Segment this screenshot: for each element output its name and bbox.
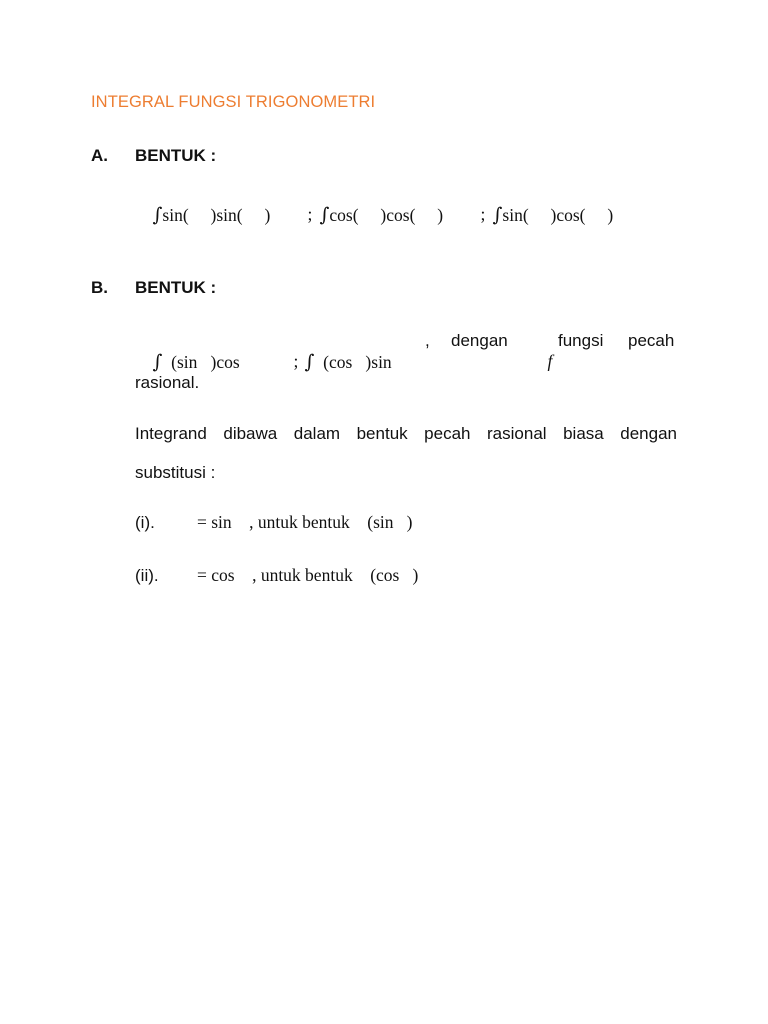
section-a-formula bbox=[135, 183, 270, 247]
integral-sign: ∫ bbox=[152, 351, 163, 373]
section-b-formula-2 bbox=[287, 330, 392, 394]
section-a-formula-2 bbox=[302, 183, 443, 247]
paragraph-line-2: substitusi : bbox=[135, 463, 216, 482]
integral-sign: ∫ bbox=[319, 204, 330, 226]
section-b-heading: BENTUK : bbox=[135, 278, 217, 297]
integral-sign: ∫ bbox=[152, 204, 163, 226]
item-i-expr: = sin , untuk bentuk (sin ) bbox=[197, 512, 413, 532]
section-a-heading: BENTUK : bbox=[135, 146, 217, 165]
separator: ; bbox=[480, 204, 486, 224]
word-pecah: pecah bbox=[628, 331, 675, 350]
rasional-text: rasional. bbox=[135, 373, 200, 392]
separator: ; bbox=[307, 204, 313, 224]
integral-sign: ∫ bbox=[492, 204, 503, 226]
word-fungsi: fungsi bbox=[558, 331, 604, 350]
section-b-letter: B. bbox=[91, 278, 108, 297]
formula-term-1: sin( )sin( ) bbox=[162, 205, 271, 225]
section-a-letter: A. bbox=[91, 146, 108, 165]
formula-term-1: (sin )cos bbox=[171, 352, 240, 372]
integral-sign: ∫ bbox=[304, 351, 315, 373]
document-title: INTEGRAL FUNGSI TRIGONOMETRI bbox=[91, 93, 376, 111]
formula-term-2: cos( )cos( ) bbox=[329, 205, 444, 225]
item-ii-label: (ii). bbox=[135, 566, 159, 585]
comma: , bbox=[425, 331, 430, 350]
formula-term-3: sin( )cos( ) bbox=[502, 205, 614, 225]
paragraph-line-1: Integrand dibawa dalam bentuk pecah rasional biasa dengan bbox=[135, 424, 677, 443]
item-ii-expr: = cos , untuk bentuk (cos ) bbox=[197, 565, 419, 585]
item-i-label: (i). bbox=[135, 513, 155, 532]
word-dengan: dengan bbox=[451, 331, 508, 350]
section-a-formula-3 bbox=[475, 183, 613, 247]
formula-term-2: (cos )sin bbox=[323, 352, 392, 372]
separator: ; bbox=[293, 351, 299, 371]
variable-f: f bbox=[547, 351, 553, 371]
